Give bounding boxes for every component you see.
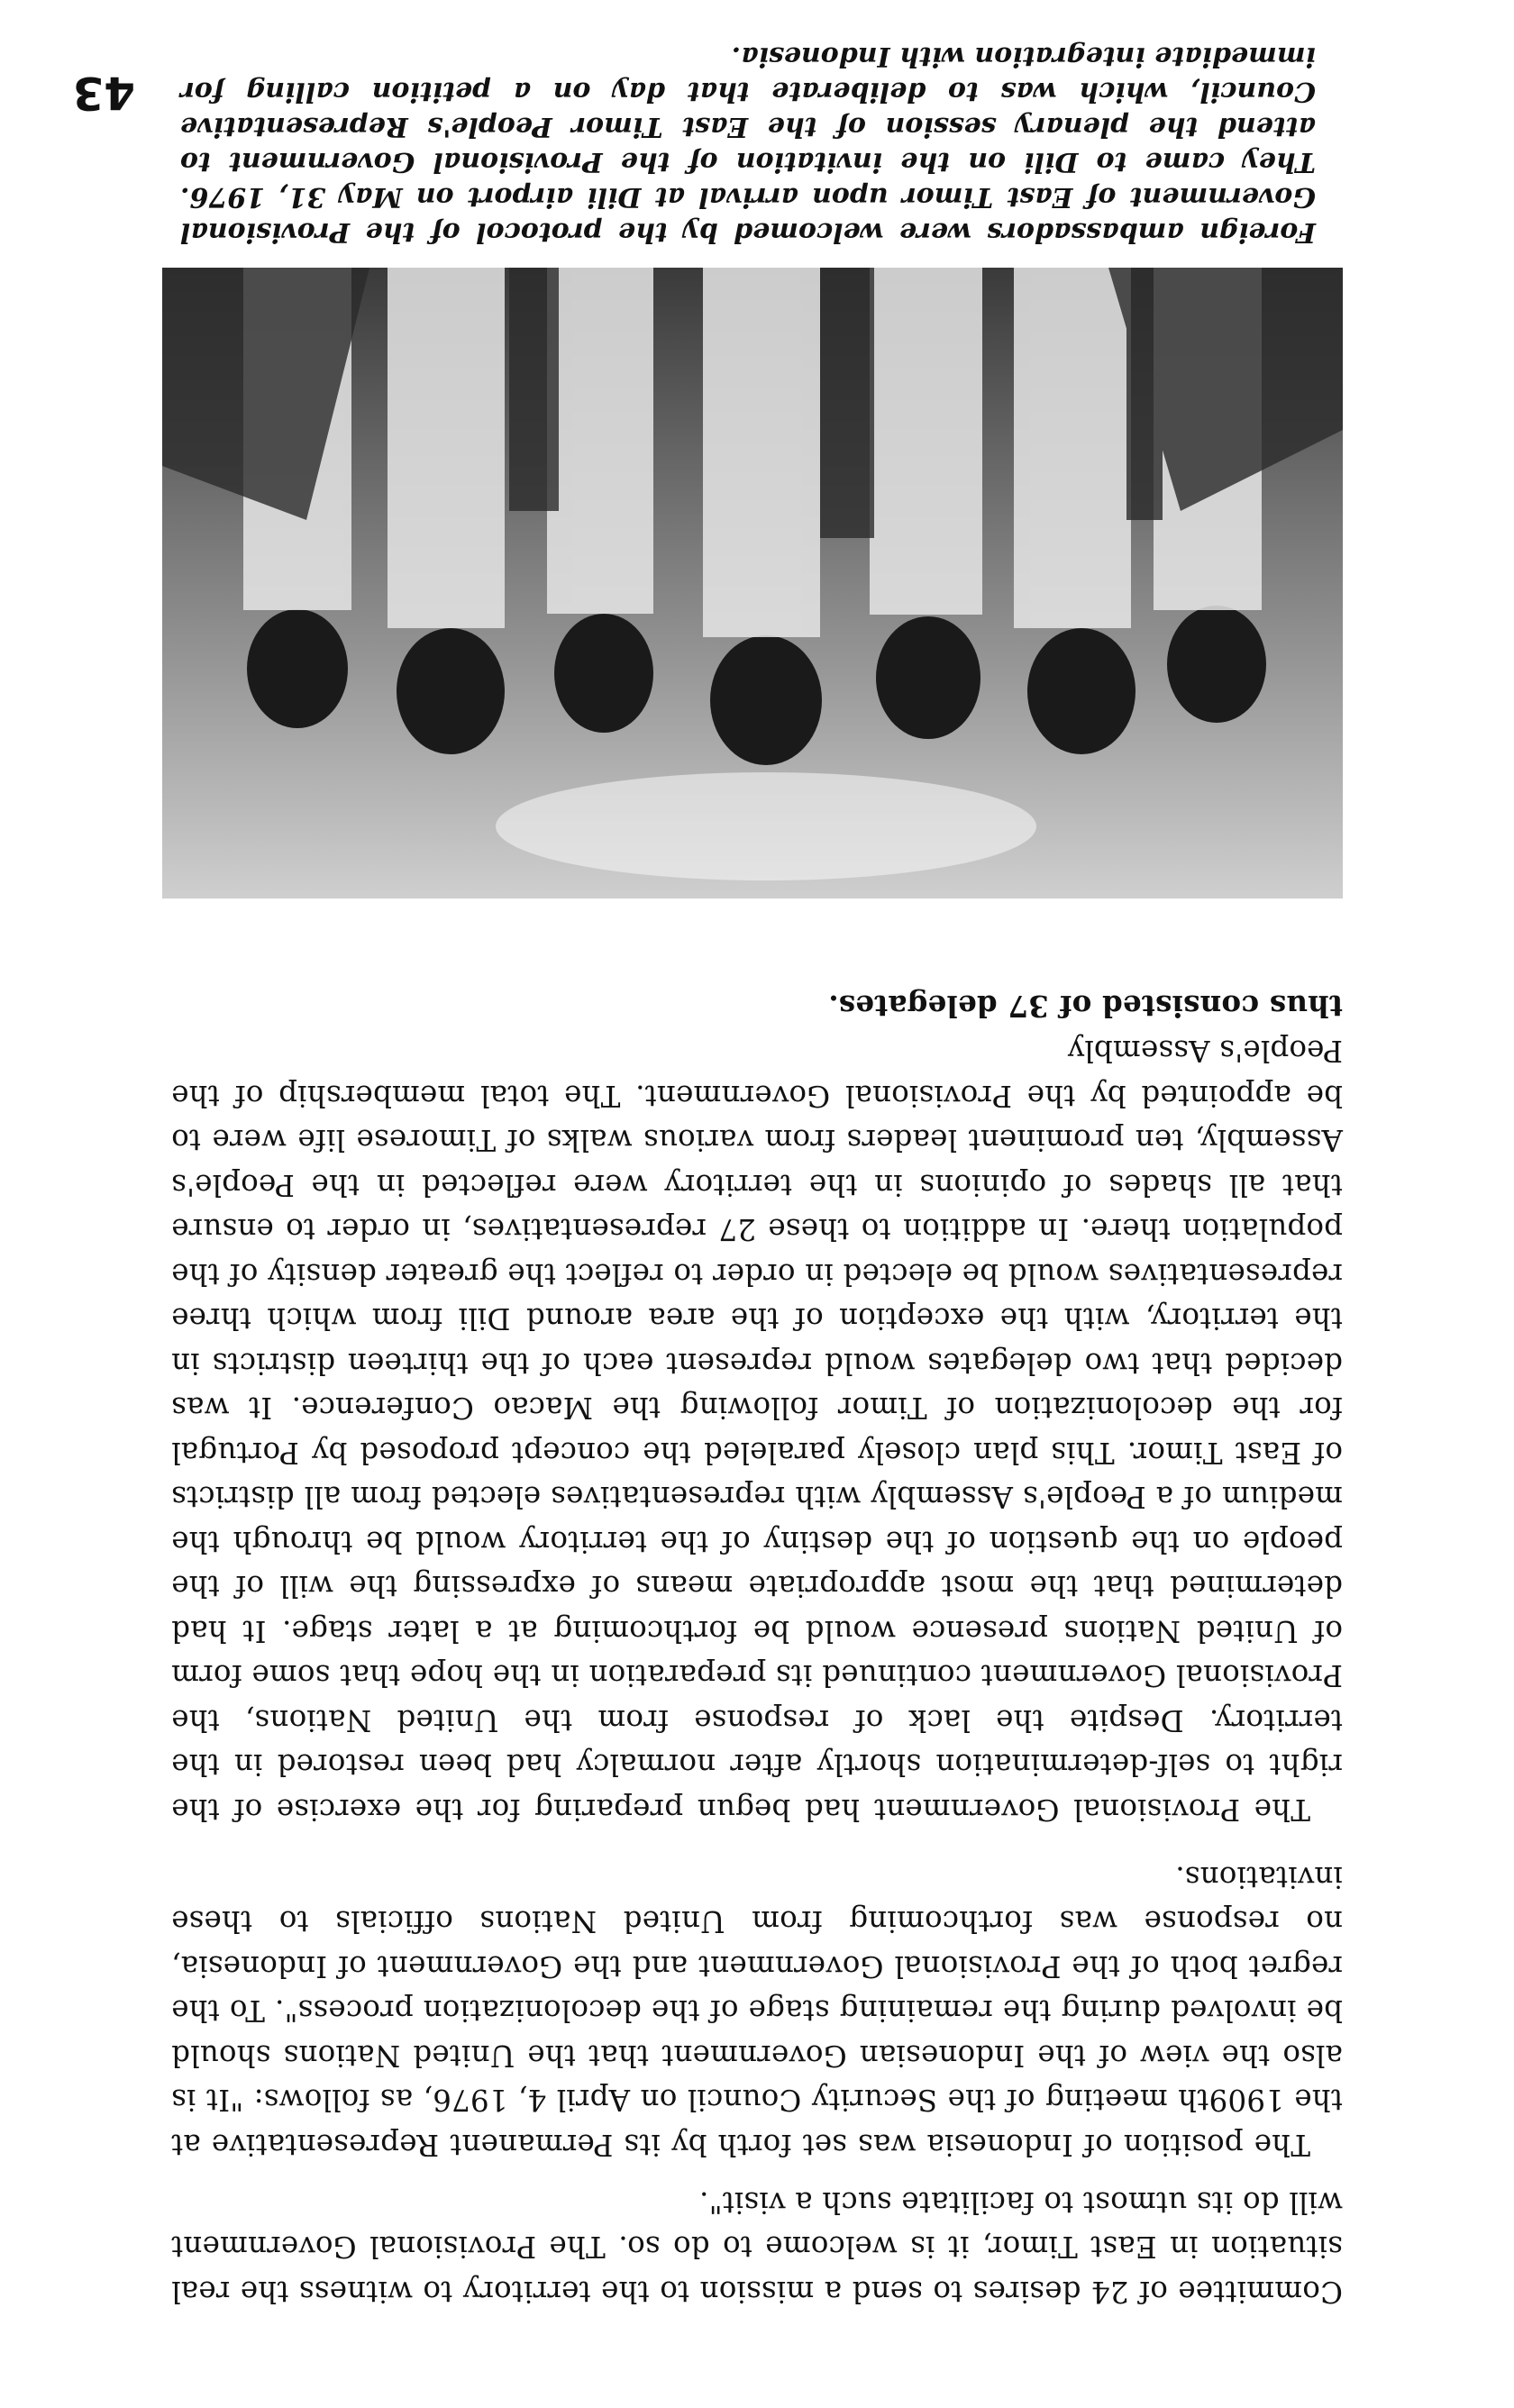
paragraph-peoples-assembly-text: The Provisional Government had begun preparing for the exercise of the right to self-determination shortly after normalcy had been restored in the territory. Despite the lack of response from the United Nations, the Provisional Government continued its preparation in the hope that some form of United Nations presence would be forthcoming at a later stage. It had determined that the most appropriate means of expressing the will of the people on the question of the destiny of the territory would be through the medium of a People's Assembly with representatives elected from all districts of East Timor. This plan closely paraleled the concept proposed by Portugal for the decolonization of Timor following the Macao Conference. It was decided that two delegates would represent each of the thirteen districts in the territory, with the exception of the area around Dili from which three representatives would be elected in order to reflect the greater density of the population there. In addition to these 27 representatives, in order to ensure that all shades of opinions in the territory were reflected in the People's Assembly, ten prominent leaders from various walks of Timorese life were to be appointed by the Provisional Government. The total membership of the People's Assembly: [171, 1034, 1343, 1827]
page-number: 43: [72, 67, 135, 119]
paragraph-last-line: thus consisted of 37 delegates.: [828, 989, 1343, 1024]
photo-caption: Foreign ambassadors were welcomed by the protocol of the Provisional Government of East Timor upon arrival at Dili airport on May 31, 1976. They came to Dili on the invitation of the Provisional Government to attend the plenary session of the East Timor People's Representative Council, which was to deliberate that day on a petition calling for immediate integration with Indonesia.: [180, 41, 1316, 248]
photo-ambassadors-welcomed: [162, 268, 1343, 898]
paragraph-indonesia-position: The position of Indonesia was set forth by its Permanent Representative at the 1909th meeting of the Security Council on April 4, 1976, as follows: "It is also the view of the Indonesian Government that the United Nations should be involved during the remaining stage of the decolonization process". To the regret both of the Provisional Government and the Government of Indonesia, no response was forthcoming from United Nations officials to these invitations.: [171, 1860, 1343, 2162]
paragraph-peoples-assembly: [171, 984, 1343, 1832]
paragraph-continuation: Committee of 24 desires to send a mission to the territory to witness the real situation in East Timor, it is welcome to do so. The Provisional Government will do its utmost to facilitate such a visit".: [171, 2185, 1343, 2309]
photo-image: [162, 268, 1343, 898]
